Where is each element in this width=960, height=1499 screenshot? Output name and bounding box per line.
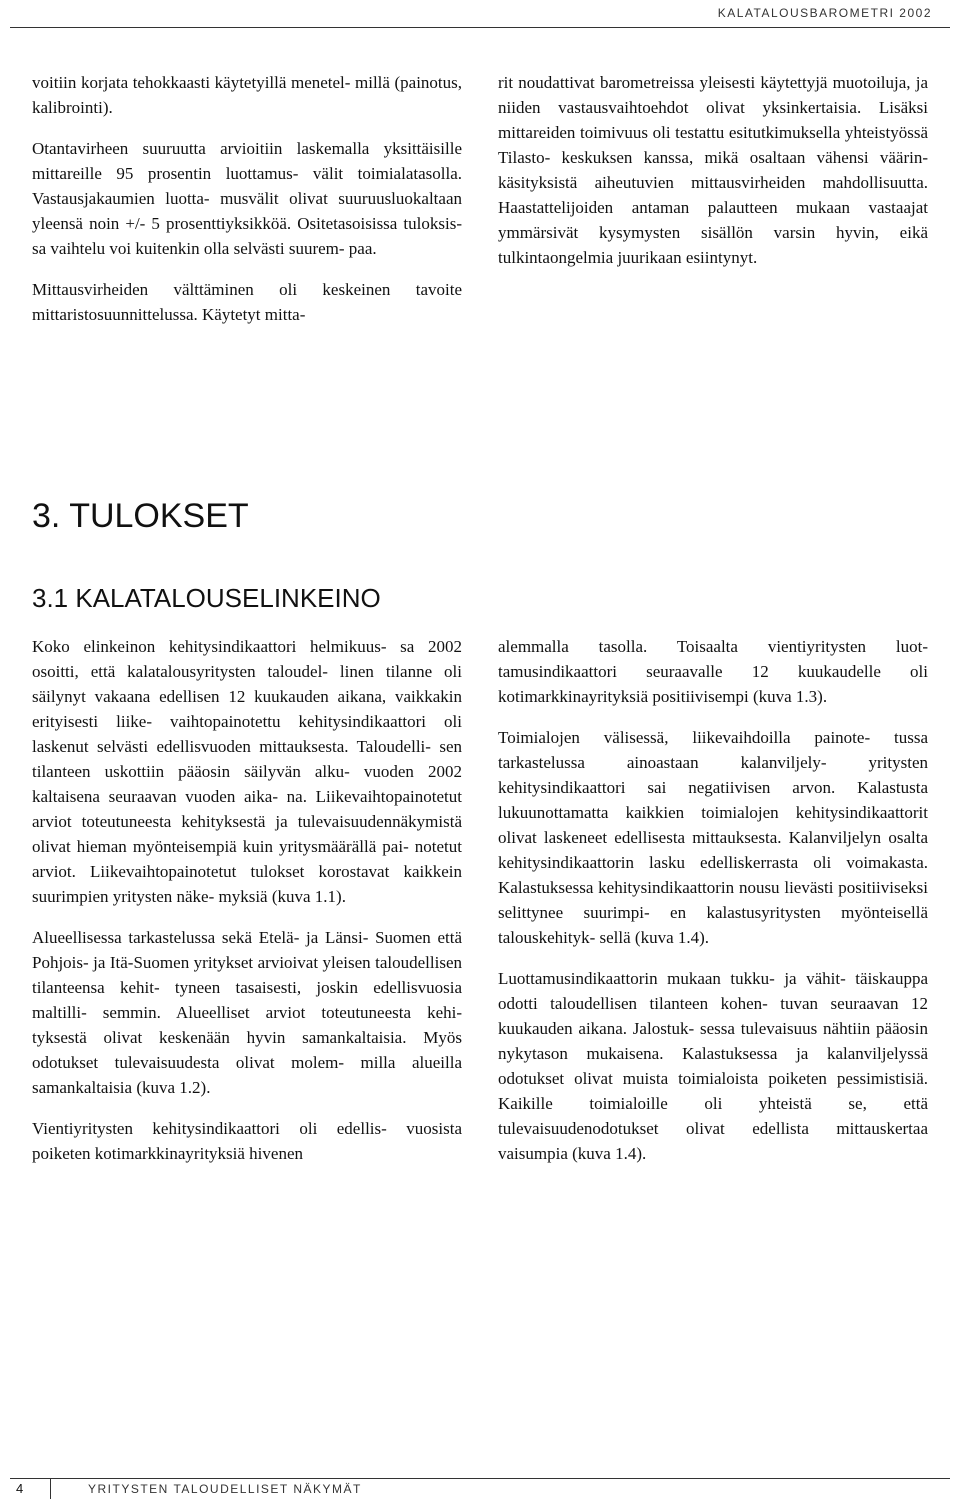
page-number-box	[10, 1478, 51, 1499]
header-divider	[10, 27, 950, 28]
running-header: KALATALOUSBAROMETRI 2002	[717, 6, 932, 20]
subsection-heading: 3.1 KALATALOUSELINKEINO	[32, 583, 381, 613]
page-number: 4	[16, 1481, 24, 1496]
paragraph: Koko elinkeinon kehitysindikaattori helmikuus- sa 2002 osoitti, että kalatalousyritysten taloudel- linen tilanne oli säilynyt vakaana edellisen 12 kuukauden aikana, vaikkakin erityisesti liike- vaihtopainotettu kehitysindikaattori oli laskenut selvästi edellisvuoden mittauksesta. Taloudelli- sen tilanteen uskottiin pääosin säilyvän alku- vuoden 2002 kaltaisena seuraavan vuoden aika- na. Liikevaihtopainotetut arviot toteutuneesta kehityksestä ja tulevaisuudennäkymistä olivat hieman myönteisempiä kuin yritysmäärällä pai- notetut arviot. Liikevaihtopainotetut tulokset korostavat kaikkein suurimpien yritysten näke- myksiä (kuva 1.1).	[32, 637, 462, 906]
section-heading: 3. TULOKSET	[32, 497, 249, 535]
footer-divider	[10, 1478, 950, 1479]
paragraph: voitiin korjata tehokkaasti käytetyillä menetel- millä (painotus, kalibrointi).	[32, 73, 462, 117]
paragraph: alemmalla tasolla. Toisaalta vientiyritysten luot- tamusindikaattori seuraavalle 12 kuukaudelle oli kotimarkkinayrityksiä positiivisempi (kuva 1.3).	[498, 637, 928, 706]
bottom-left-column	[32, 634, 462, 1182]
paragraph: Otantavirheen suuruutta arvioitiin laskemalla yksittäisille mittareille 95 prosentin luottamus- välit toimialatasolla. Vastausjakaumien luotta- musvälit olivat suuruusluokaltaan yleensä noin +/- 5 prosenttiyksikköä. Ositetasoisissa tuloksis- sa vaihtelu voi kuitenkin olla selvästi suurem- paa.	[32, 139, 462, 258]
paragraph: rit noudattivat barometreissa yleisesti käytettyjä muotoiluja, ja niiden vastausvaihtoehdot olivat yksinkertaisia. Lisäksi mittareiden toimivuus oli testattu esitutkimuksella yhteistyössä Tilasto- keskuksen kanssa, mikä osaltaan vähensi väärin- käsityksistä aiheutuvien mittausvirheiden mahdollisuutta. Haastattelijoiden antaman palautteen mukaan vastaajat ymmärsivät kysymysten sisällön varsin hyvin, eikä tulkintaongelmia juurikaan esiintynyt.	[498, 73, 928, 267]
bottom-right-column	[498, 634, 928, 1182]
paragraph: Vientiyritysten kehitysindikaattori oli edellis- vuosista poiketen kotimarkkinayrityksiä hivenen	[32, 1119, 462, 1163]
paragraph: Mittausvirheiden välttäminen oli keskeinen tavoite mittaristosuunnittelussa. Käytetyt mitta-	[32, 280, 462, 324]
paragraph: Alueellisessa tarkastelussa sekä Etelä- ja Länsi- Suomen että Pohjois- ja Itä-Suomen yritykset arvioivat yleisen taloudellisen tilanteensa kehit- tyneen tasaisesti, joskin edellisvuosia maltilli- semmin. Alueelliset arviot toteutuneesta kehi- tyksestä olivat keskenään hyvin samankaltaisia. Myös odotukset tulevaisuudesta olivat molem- milla alueilla samankaltaisia (kuva 1.2).	[32, 928, 462, 1097]
top-left-column	[32, 70, 462, 343]
top-right-column	[498, 70, 928, 286]
paragraph: Toimialojen välisessä, liikevaihdoilla painote- tussa tarkastelussa ainoastaan kalanviljely- yritysten kehitysindikaattori sai negatiivisen arvon. Kalastusta lukuunottamatta kaikkien toimialojen kehitysindikaattorit olivat laskeneet edellisesta mittauksesta. Kalanviljelyn osalta kehitysindikaattorin lasku edelliskerrasta oli voimakasta. Kalastuksessa kehitysindikaattorin nousu lievästi positiiviseksi selittynee suurimpi- en kalastusyritysten myönteisellä talouskehityk- sellä (kuva 1.4).	[498, 728, 928, 947]
running-footer: YRITYSTEN TALOUDELLISET NÄKYMÄT	[88, 1482, 362, 1496]
paragraph: Luottamusindikaattorin mukaan tukku- ja vähit- täiskauppa odotti taloudellisen tilanteen kohen- tuvan seuraavan 12 kuukauden aikana. Jalostuk- sessa tulevaisuus nähtiin pääosin nykytason mukaisena. Kalastuksessa ja kalanviljelyssä odotukset olivat muista toimialoista poiketen pessimistisiä. Kaikille toimialoille oli yhteistä se, että tulevaisuudenodotukset olivat edellista mittauskertaa vaisumpia (kuva 1.4).	[498, 969, 928, 1163]
